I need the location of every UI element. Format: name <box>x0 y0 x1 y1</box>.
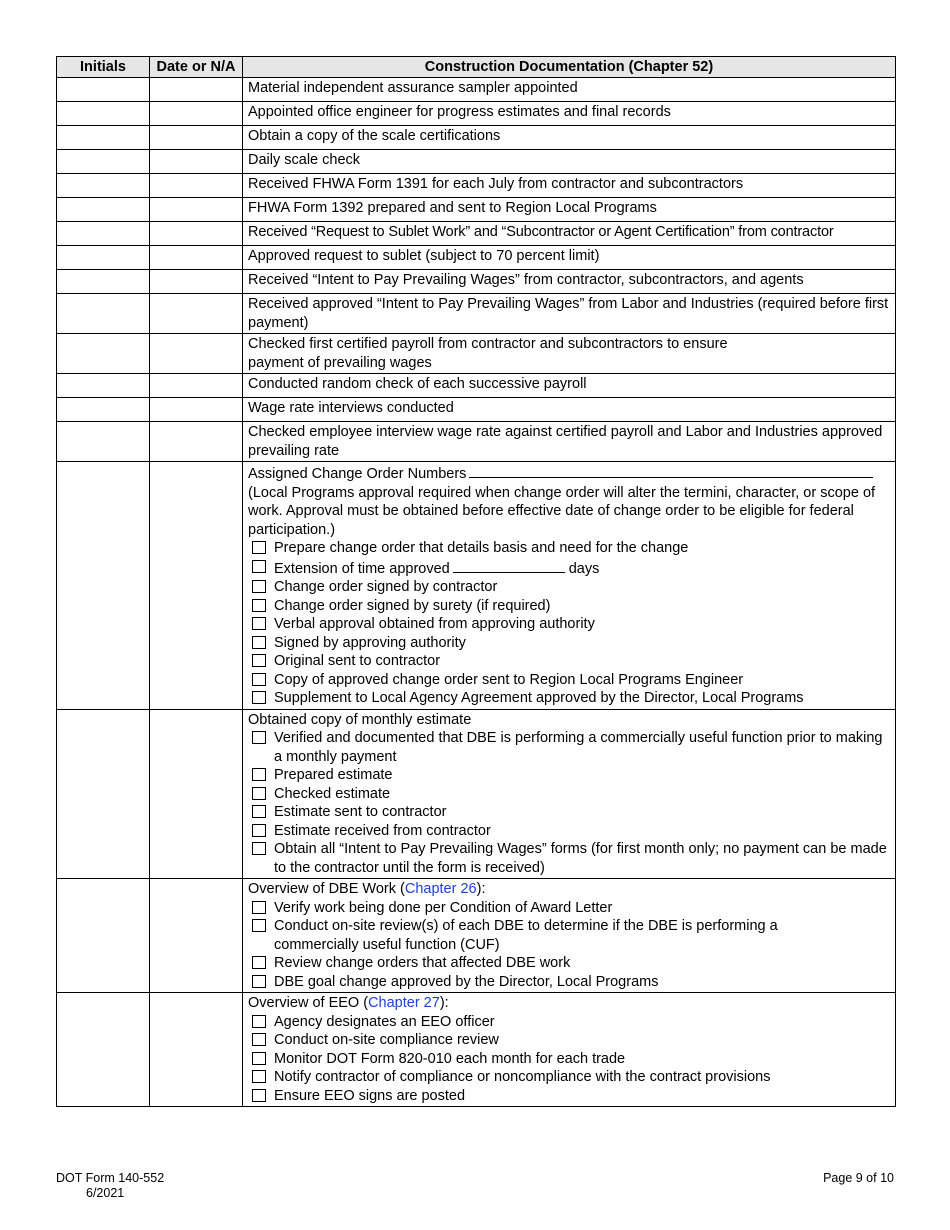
change-order-numbers-field[interactable] <box>469 463 873 478</box>
table-row <box>57 246 896 270</box>
checklist-label: Verbal approval obtained from approving authority <box>274 616 595 632</box>
checklist-label: Ensure EEO signs are posted <box>274 1087 466 1104</box>
checkbox[interactable] <box>252 673 266 686</box>
checkbox[interactable] <box>252 1033 266 1046</box>
initials-cell[interactable] <box>57 198 150 222</box>
table-row <box>57 398 896 422</box>
checklist-label: Original sent to contractor <box>274 653 441 669</box>
checklist-label: Estimate sent to contractor <box>274 804 447 820</box>
checklist-label: Agency designates an EEO officer <box>274 1013 495 1030</box>
checkbox[interactable] <box>252 842 266 855</box>
row-description: Appointed office engineer for progress estimates and final records <box>243 102 896 126</box>
initials-cell[interactable] <box>57 270 150 294</box>
initials-cell[interactable] <box>57 150 150 174</box>
row-description: Daily scale check <box>243 150 896 174</box>
construction-documentation-table <box>56 56 896 1107</box>
initials-header: Initials <box>57 57 150 78</box>
checkbox[interactable] <box>252 599 266 612</box>
extension-days-field[interactable] <box>453 558 565 573</box>
row-description: Material independent assurance sampler appointed <box>243 78 896 102</box>
checklist-item <box>248 634 890 653</box>
checklist-item <box>248 917 890 954</box>
checkbox[interactable] <box>252 636 266 649</box>
date-cell[interactable] <box>150 462 243 710</box>
date-cell[interactable] <box>150 270 243 294</box>
checkbox[interactable] <box>252 541 266 554</box>
checklist-label: Checked estimate <box>274 785 391 802</box>
initials-cell[interactable] <box>57 879 150 993</box>
eeo-label-prefix: Overview of EEO ( <box>248 995 369 1011</box>
checklist-item <box>248 652 890 671</box>
checkbox[interactable] <box>252 787 266 800</box>
table-row <box>57 174 896 198</box>
checkbox[interactable] <box>252 1089 266 1102</box>
table-row <box>57 150 896 174</box>
checklist-label: Prepared estimate <box>274 767 393 783</box>
table-row <box>57 334 896 374</box>
checklist-item <box>248 539 890 558</box>
initials-cell[interactable] <box>57 102 150 126</box>
documentation-header: Construction Documentation (Chapter 52) <box>243 57 896 78</box>
checklist-label: Conduct on-site compliance review <box>274 1032 499 1048</box>
row-description: FHWA Form 1392 prepared and sent to Region Local Programs <box>243 198 896 222</box>
table-row <box>57 294 896 334</box>
row-description: Obtain a copy of the scale certifications <box>243 126 896 150</box>
date-cell[interactable] <box>150 374 243 398</box>
initials-cell[interactable] <box>57 993 150 1107</box>
dbe-label-prefix: Overview of DBE Work ( <box>248 881 405 897</box>
checkbox[interactable] <box>252 1052 266 1065</box>
checklist-item <box>248 1013 890 1032</box>
checklist-label: DBE goal change approved by the Director, Local Programs <box>274 973 659 990</box>
dbe-overview-label <box>248 880 890 899</box>
checklist-item <box>248 689 890 708</box>
checklist-item <box>248 973 890 992</box>
checklist-item <box>248 1050 890 1069</box>
checklist-item <box>248 597 890 616</box>
extension-label: Extension of time approved <box>274 560 450 577</box>
change-order-row <box>57 462 896 710</box>
initials-cell[interactable] <box>57 246 150 270</box>
row-description: Received FHWA Form 1391 for each July from contractor and subcontractors <box>243 174 896 198</box>
row-description: Conducted random check of each successive payroll <box>243 374 896 398</box>
date-cell[interactable] <box>150 993 243 1107</box>
row-description: Received approved “Intent to Pay Prevailing Wages” from Labor and Industries (required before first payment) <box>243 294 896 334</box>
checklist-label: Change order signed by surety (if required) <box>274 597 551 614</box>
initials-cell[interactable] <box>57 422 150 462</box>
date-cell[interactable] <box>150 398 243 422</box>
initials-cell[interactable] <box>57 398 150 422</box>
chapter-27-link[interactable]: Chapter 27 <box>368 995 440 1011</box>
monthly-estimate-row <box>57 709 896 879</box>
table-row <box>57 422 896 462</box>
checkbox[interactable] <box>252 805 266 818</box>
change-order-note: (Local Programs approval required when change order will alter the termini, character, or scope of work. Approval must be obtained before effective date of change order to be eligible for federal participation.) <box>248 484 876 538</box>
checklist-item <box>248 766 890 785</box>
form-date: 6/2021 <box>86 1186 125 1200</box>
row-description: Wage rate interviews conducted <box>243 398 896 422</box>
date-cell[interactable] <box>150 334 243 374</box>
checklist-label: Signed by approving authority <box>274 634 466 651</box>
table-row <box>57 374 896 398</box>
checkbox[interactable] <box>252 768 266 781</box>
date-cell[interactable] <box>150 422 243 462</box>
checklist-label: Prepare change order that details basis and need for the change <box>274 540 689 556</box>
checklist-label: Verify work being done per Condition of Award Letter <box>274 899 613 916</box>
checklist-item <box>248 558 890 579</box>
days-label: days <box>568 560 600 577</box>
initials-cell[interactable] <box>57 174 150 198</box>
checklist-item <box>248 840 890 877</box>
checkbox[interactable] <box>252 731 266 744</box>
checklist-item <box>248 578 890 597</box>
checkbox[interactable] <box>252 691 266 704</box>
date-cell[interactable] <box>150 126 243 150</box>
initials-cell[interactable] <box>57 78 150 102</box>
checklist-label: Obtain all “Intent to Pay Prevailing Wages” forms (for first month only; no payment can be made to the contractor until the form is received) <box>274 841 887 876</box>
change-order-section <box>243 462 896 710</box>
checklist-label: Verified and documented that DBE is performing a commercially useful function prior to making a monthly payment <box>274 730 883 765</box>
eeo-overview-label <box>248 994 890 1013</box>
date-cell[interactable] <box>150 78 243 102</box>
chapter-26-link[interactable]: Chapter 26 <box>404 881 477 897</box>
checkbox[interactable] <box>252 580 266 593</box>
checklist-item <box>248 729 890 766</box>
checkbox[interactable] <box>252 975 266 988</box>
date-cell[interactable] <box>150 150 243 174</box>
checkbox[interactable] <box>252 1070 266 1083</box>
checklist-label: Estimate received from contractor <box>274 822 491 839</box>
checklist-item <box>248 1087 890 1106</box>
initials-cell[interactable] <box>57 462 150 710</box>
date-cell[interactable] <box>150 246 243 270</box>
checklist-item <box>248 1068 890 1087</box>
table-row <box>57 270 896 294</box>
date-cell[interactable] <box>150 198 243 222</box>
checklist-label: Change order signed by contractor <box>274 579 498 595</box>
change-order-label: Assigned Change Order Numbers <box>248 466 467 482</box>
row-description: Received “Intent to Pay Prevailing Wages” from contractor, subcontractors, and agents <box>243 270 896 294</box>
checklist-label: Monitor DOT Form 820-010 each month for each trade <box>274 1050 626 1067</box>
checklist-item <box>248 615 890 634</box>
date-header: Date or N/A <box>150 57 243 78</box>
row-description: Checked employee interview wage rate against certified payroll and Labor and Industries approved prevailing rate <box>243 422 896 462</box>
checklist-item <box>248 954 890 973</box>
table-row <box>57 102 896 126</box>
checkbox[interactable] <box>252 1015 266 1028</box>
checklist-label: Conduct on-site review(s) of each DBE to determine if the DBE is performing a commercially useful function (CUF) <box>274 918 778 953</box>
checklist-item <box>248 671 890 690</box>
eeo-overview-section <box>243 993 896 1107</box>
dbe-overview-section <box>243 879 896 993</box>
eeo-overview-row <box>57 993 896 1107</box>
initials-cell[interactable] <box>57 374 150 398</box>
row-description: Checked first certified payroll from contractor and subcontractors to ensure payment of prevailing wages <box>243 334 896 374</box>
monthly-estimate-label: Obtained copy of monthly estimate <box>248 711 472 728</box>
checklist-item <box>248 803 890 822</box>
checklist-label: Copy of approved change order sent to Region Local Programs Engineer <box>274 671 744 688</box>
table-row <box>57 126 896 150</box>
footer-form-info <box>56 1171 164 1201</box>
checklist-item <box>248 899 890 918</box>
initials-cell[interactable] <box>57 709 150 879</box>
checklist-label: Supplement to Local Agency Agreement approved by the Director, Local Programs <box>274 690 804 706</box>
initials-cell[interactable] <box>57 294 150 334</box>
eeo-label-suffix: ): <box>439 995 449 1011</box>
checkbox[interactable] <box>252 824 266 837</box>
checklist-item <box>248 1031 890 1050</box>
row-description: Approved request to sublet (subject to 70 percent limit) <box>243 246 896 270</box>
checklist-item <box>248 822 890 841</box>
monthly-estimate-section <box>243 709 896 879</box>
checkbox[interactable] <box>252 919 266 932</box>
checkbox[interactable] <box>252 617 266 630</box>
initials-cell[interactable] <box>57 126 150 150</box>
date-cell[interactable] <box>150 222 243 246</box>
checkbox[interactable] <box>252 560 266 573</box>
form-number: DOT Form 140-552 <box>56 1171 165 1185</box>
checklist-item <box>248 785 890 804</box>
checkbox[interactable] <box>252 956 266 969</box>
checkbox[interactable] <box>252 901 266 914</box>
dbe-label-suffix: ): <box>476 881 486 897</box>
date-cell[interactable] <box>150 294 243 334</box>
row-description: Received “Request to Sublet Work” and “Subcontractor or Agent Certification” from contractor <box>243 222 896 246</box>
dbe-overview-row <box>57 879 896 993</box>
page-number: Page 9 of 10 <box>823 1171 894 1185</box>
date-cell[interactable] <box>150 174 243 198</box>
table-row <box>57 222 896 246</box>
table-header-row <box>57 57 896 78</box>
checklist-label: Notify contractor of compliance or noncompliance with the contract provisions <box>274 1069 771 1085</box>
checkbox[interactable] <box>252 654 266 667</box>
initials-cell[interactable] <box>57 222 150 246</box>
date-cell[interactable] <box>150 102 243 126</box>
date-cell[interactable] <box>150 709 243 879</box>
date-cell[interactable] <box>150 879 243 993</box>
table-row <box>57 78 896 102</box>
initials-cell[interactable] <box>57 334 150 374</box>
table-row <box>57 198 896 222</box>
checklist-label: Review change orders that affected DBE work <box>274 955 571 971</box>
